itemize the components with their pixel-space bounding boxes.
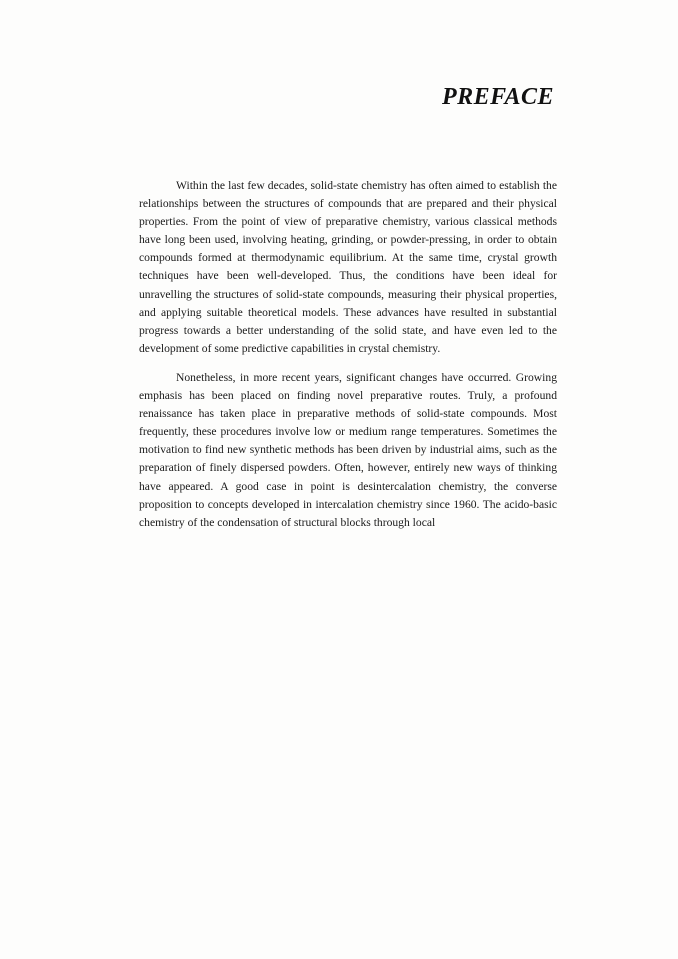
page-title: PREFACE — [441, 84, 554, 110]
paragraph: Nonetheless, in more recent years, significant changes have occurred. Growing emphasis has been placed on finding novel preparative routes. Truly, a profound renaissance has taken place in preparative methods of solid-state compounds. Most frequently, these procedures involve low or medium range temperatures. Sometimes the motivation to find new synthetic methods has been driven by industrial aims, such as the preparation of finely dispersed powders. Often, however, entirely new ways of thinking have appeared. A good case in point is desintercalation chemistry, the converse proposition to concepts developed in intercalation chemistry since 1960. The acido-basic chemistry of the condensation of structural blocks through local — [139, 370, 557, 529]
body-text — [139, 177, 557, 532]
paragraph: Within the last few decades, solid-state chemistry has often aimed to establish the relationships between the structures of compounds that are prepared and their physical properties. From the point of view of preparative chemistry, various classical methods have long been used, involving heating, grinding, or powder-pressing, in order to obtain compounds formed at thermodynamic equilibrium. At the same time, crystal growth techniques have been well-developed. Thus, the conditions have been ideal for unravelling the structures of solid-state compounds, measuring their physical properties, and applying suitable theoretical models. These advances have resulted in substantial progress towards a better understanding of the solid state, and have even led to the development of some predictive capabilities in crystal chemistry. — [139, 179, 557, 355]
